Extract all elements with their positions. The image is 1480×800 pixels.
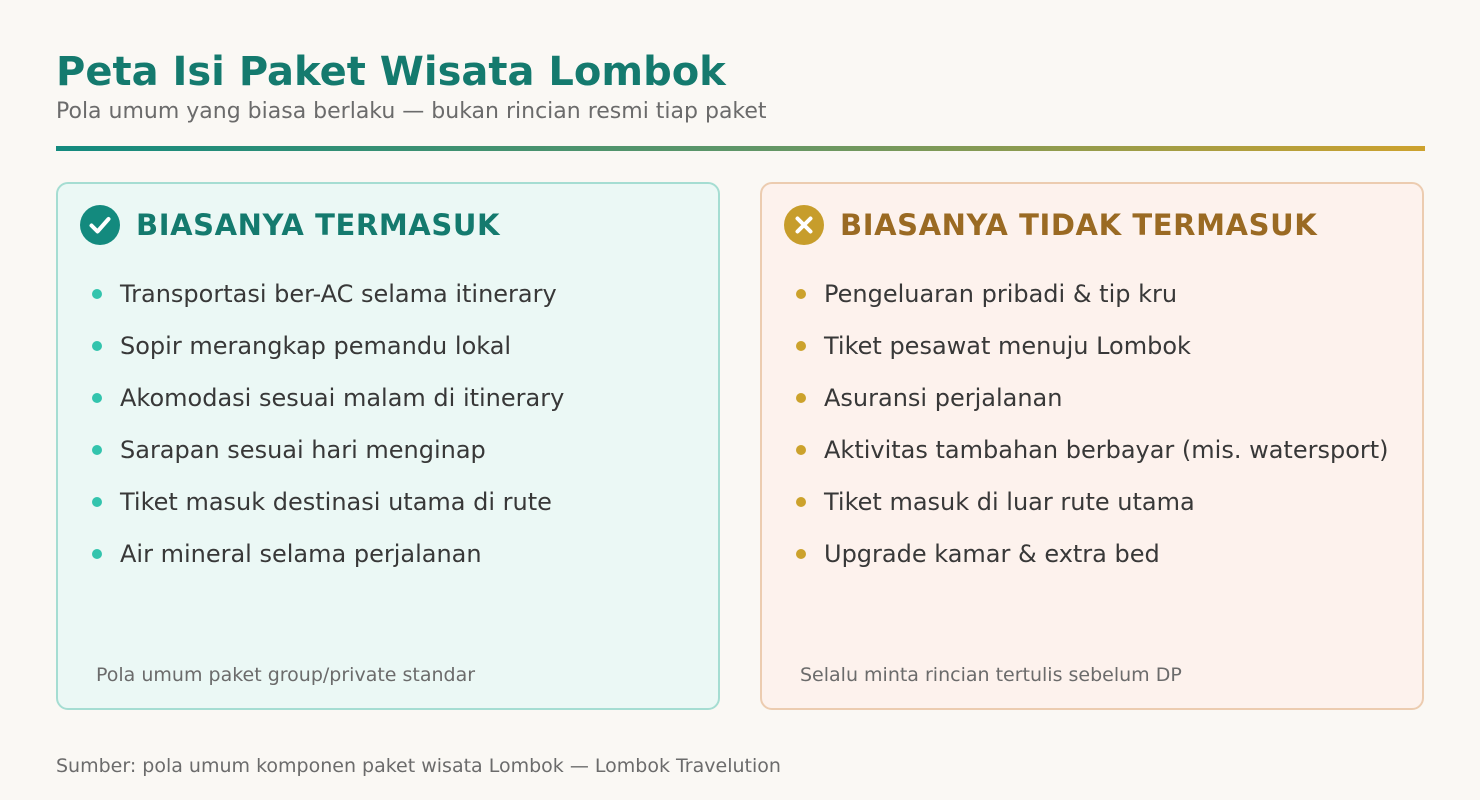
excluded-list xyxy=(762,274,1389,586)
bullet-dot xyxy=(92,341,102,351)
excluded-item xyxy=(762,274,1389,326)
included-item-label: Sarapan sesuai hari menginap xyxy=(120,436,486,464)
included-item xyxy=(58,482,564,534)
bullet-dot xyxy=(92,549,102,559)
bullet-dot xyxy=(92,289,102,299)
excluded-card xyxy=(760,182,1424,710)
excluded-item-label: Tiket masuk di luar rute utama xyxy=(824,488,1195,516)
bullet-dot xyxy=(796,341,806,351)
included-list xyxy=(58,274,564,586)
included-note: Pola umum paket group/private standar xyxy=(96,664,476,686)
x-circle-icon xyxy=(784,205,824,245)
included-card xyxy=(56,182,720,710)
excluded-item xyxy=(762,534,1389,586)
check-circle-icon xyxy=(80,205,120,245)
included-item-label: Tiket masuk destinasi utama di rute xyxy=(120,488,552,516)
bullet-dot xyxy=(796,497,806,507)
excluded-note: Selalu minta rincian tertulis sebelum DP xyxy=(800,664,1182,686)
bullet-dot xyxy=(796,445,806,455)
excluded-heading: BIASANYA TIDAK TERMASUK xyxy=(840,208,1318,242)
excluded-item-label: Upgrade kamar & extra bed xyxy=(824,540,1160,568)
excluded-item-label: Pengeluaran pribadi & tip kru xyxy=(824,280,1178,308)
excluded-item xyxy=(762,378,1389,430)
excluded-item-label: Asuransi perjalanan xyxy=(824,384,1063,412)
page-title: Peta Isi Paket Wisata Lombok xyxy=(56,49,726,95)
included-heading: BIASANYA TERMASUK xyxy=(136,208,501,242)
included-item xyxy=(58,326,564,378)
included-item xyxy=(58,430,564,482)
excluded-item xyxy=(762,430,1389,482)
included-item-label: Transportasi ber-AC selama itinerary xyxy=(120,280,557,308)
excluded-item-label: Tiket pesawat menuju Lombok xyxy=(824,332,1191,360)
bullet-dot xyxy=(92,497,102,507)
excluded-item xyxy=(762,482,1389,534)
included-item xyxy=(58,274,564,326)
included-item-label: Akomodasi sesuai malam di itinerary xyxy=(120,384,565,412)
excluded-item-label: Aktivitas tambahan berbayar (mis. watersport) xyxy=(824,436,1389,464)
page-subtitle: Pola umum yang biasa berlaku — bukan rincian resmi tiap paket xyxy=(56,99,767,124)
bullet-dot xyxy=(796,393,806,403)
bullet-dot xyxy=(796,289,806,299)
source-citation: Sumber: pola umum komponen paket wisata Lombok — Lombok Travelution xyxy=(56,755,781,777)
included-item xyxy=(58,534,564,586)
excluded-item xyxy=(762,326,1389,378)
included-item xyxy=(58,378,564,430)
bullet-dot xyxy=(92,393,102,403)
title-divider xyxy=(56,146,1425,151)
bullet-dot xyxy=(92,445,102,455)
included-item-label: Air mineral selama perjalanan xyxy=(120,540,482,568)
bullet-dot xyxy=(796,549,806,559)
included-item-label: Sopir merangkap pemandu lokal xyxy=(120,332,512,360)
